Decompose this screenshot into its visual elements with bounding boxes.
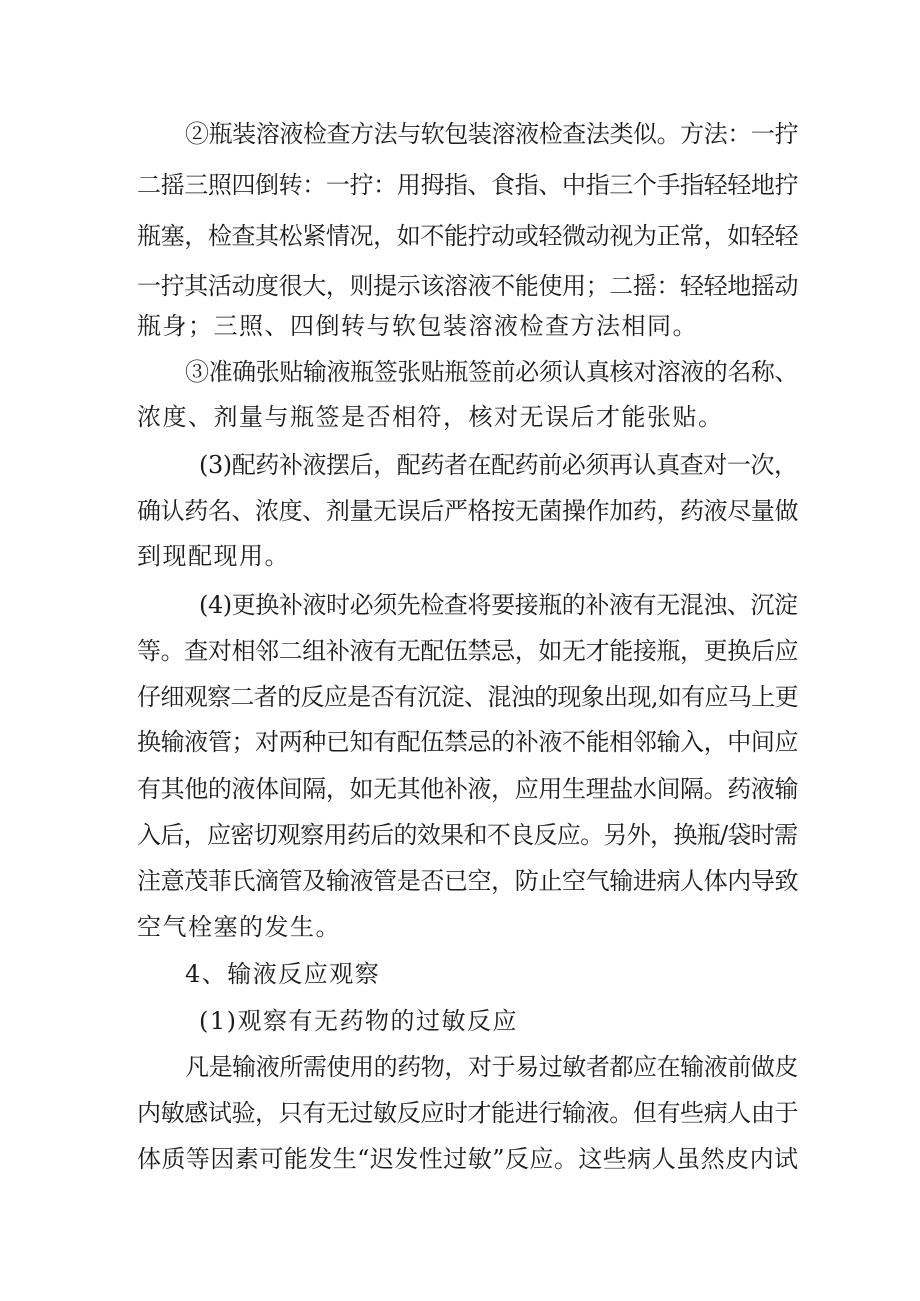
- text-line: (3)配药补液摆后，配药者在配药前必须再认真查对一次，: [199, 451, 798, 479]
- text-line: 换输液管；对两种已知有配伍禁忌的补液不能相邻输入，中间应: [137, 728, 799, 756]
- text-line: 等。查对相邻二组补液有无配伍禁忌，如无才能接瓶，更换后应: [137, 637, 799, 665]
- text-line: 确认药名、浓度、剂量无误后严格按无菌操作加药，药液尽量做: [137, 497, 799, 525]
- text-line: ②瓶装溶液检查方法与软包装溶液检查法类似。方法：一拧: [185, 120, 799, 148]
- text-line: 到现配现用。: [137, 542, 290, 570]
- text-line: 浓度、剂量与瓶签是否相符，核对无误后才能张贴。: [137, 403, 724, 431]
- text-line: 入后，应密切观察用药后的效果和不良反应。另外，换瓶/袋时需: [137, 821, 798, 849]
- text-line: 内敏感试验，只有无过敏反应时才能进行输液。但有些病人由于: [137, 1099, 799, 1127]
- subsection-heading: (1)观察有无药物的过敏反应: [199, 1007, 518, 1035]
- text-line: 有其他的液体间隔，如无其他补液，应用生理盐水间隔。药液输: [137, 775, 799, 803]
- text-line: 凡是输液所需使用的药物，对于易过敏者都应在输液前做皮: [185, 1053, 799, 1081]
- text-line: 瓶身；三照、四倒转与软包装溶液检查方法相同。: [137, 312, 698, 340]
- text-line: 空气栓塞的发生。: [137, 913, 341, 941]
- section-heading: 4、输液反应观察: [185, 960, 381, 988]
- text-line: 一拧其活动度很大，则提示该溶液不能使用；二摇：轻轻地摇动: [137, 272, 799, 300]
- text-line: 仔细观察二者的反应是否有沉淀、混浊的现象出现,如有应马上更: [137, 683, 798, 711]
- text-line: (4)更换补液时必须先检查将要接瓶的补液有无混浊、沉淀: [199, 591, 798, 619]
- text-line: ③准确张贴输液瓶签张贴瓶签前必须认真核对溶液的名称、: [185, 358, 799, 386]
- text-line: 瓶塞，检查其松紧情况，如不能拧动或轻微动视为正常，如轻轻: [137, 222, 799, 250]
- text-line: 体质等因素可能发生“迟发性过敏”反应。这些病人虽然皮内试: [137, 1145, 799, 1173]
- text-line: 二摇三照四倒转：一拧：用拇指、食指、中指三个手指轻轻地拧: [137, 171, 799, 199]
- text-line: 注意茂菲氏滴管及输液管是否已空，防止空气输进病人体内导致: [137, 867, 799, 895]
